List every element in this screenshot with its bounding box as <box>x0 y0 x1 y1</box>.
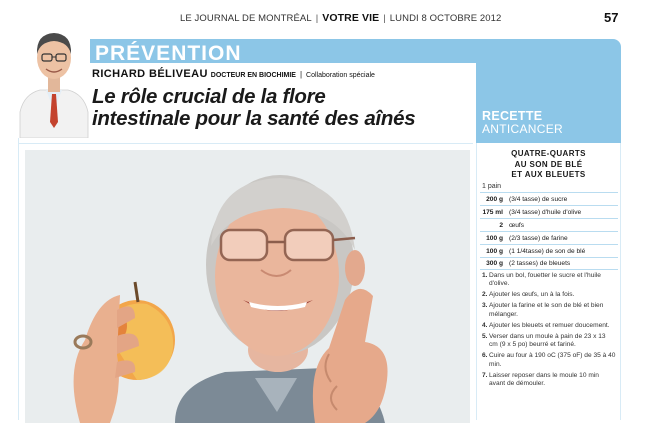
recipe-title-line: QUATRE-QUARTS <box>511 149 586 158</box>
ingredient-row <box>480 231 618 244</box>
ingredient-quantity: 175 ml <box>482 208 503 216</box>
ingredient-quantity: 300 g <box>486 260 503 267</box>
recipe-sublabel: ANTICANCER <box>482 122 564 136</box>
step-text: Laisser reposer dans le moule 10 min avant de démouler. <box>489 371 599 388</box>
recipe-title-line: AU SON DE BLÉ <box>514 159 583 169</box>
ingredient-quantity: 200 g <box>486 195 503 203</box>
step-number: 1. <box>482 272 488 279</box>
ingredient-quantity: 100 g <box>486 247 503 255</box>
ingredient-quantity: 2 <box>499 221 503 229</box>
ingredient-description: (1 1/4tasse) de son de blé <box>509 247 586 255</box>
ingredient-row <box>480 218 618 231</box>
step-number: 6. <box>482 352 488 360</box>
recipe-title-line: ET AUX BLEUETS <box>511 170 586 179</box>
ingredient-description: (3/4 tasse) de sucre <box>509 195 568 203</box>
masthead <box>180 12 501 24</box>
issue-date: LUNDI 8 OCTOBRE 2012 <box>389 13 502 24</box>
masthead-separator: | <box>383 13 386 24</box>
byline <box>92 68 375 80</box>
step-number: 3. <box>482 302 488 310</box>
recipe-step <box>482 352 616 369</box>
ingredient-list <box>480 192 618 270</box>
recipe-step <box>482 322 616 330</box>
recipe-step <box>482 302 616 319</box>
ingredient-quantity: 100 g <box>486 234 503 242</box>
ingredient-row <box>480 257 618 270</box>
section-name: VOTRE VIE <box>322 12 380 24</box>
ingredient-description: œufs <box>509 221 525 229</box>
ingredient-description: (3/4 tasse) d'huile d'olive <box>509 208 582 216</box>
step-text: Ajouter la farine et le son de blé et bien mélanger. <box>489 302 604 318</box>
step-text: Verser dans un moule à pain de 23 x 13 cm (9 x 5 po) beurré et fariné. <box>489 332 606 349</box>
headline-line: intestinale pour la santé des aînés <box>92 107 416 130</box>
recipe-step <box>482 333 616 350</box>
byline-separator: | <box>299 70 303 79</box>
ingredient-description: (2 tasses) de bleuets <box>509 260 571 267</box>
author-name: RICHARD BÉLIVEAU <box>92 68 208 80</box>
step-text: Ajouter les œufs, un à la fois. <box>489 291 575 299</box>
recipe-step <box>482 372 616 389</box>
step-text: Ajouter les bleuets et remuer doucement. <box>489 321 610 329</box>
recipe-yield: 1 pain <box>482 183 502 190</box>
ingredient-row <box>480 205 618 218</box>
headline <box>92 86 472 130</box>
ingredient-description: (2/3 tasse) de farine <box>509 234 568 242</box>
recipe-steps <box>482 272 616 391</box>
author-title: DOCTEUR EN BIOCHIMIE <box>210 72 296 79</box>
recipe-step <box>482 272 616 289</box>
step-number: 2. <box>482 291 488 299</box>
masthead-separator: | <box>315 13 319 24</box>
publication-name: LE JOURNAL DE MONTRÉAL <box>180 13 312 24</box>
collaboration-note: Collaboration spéciale <box>306 72 375 79</box>
author-photo <box>18 14 90 138</box>
recipe-label: RECETTE <box>482 109 543 123</box>
recipe-step <box>482 291 616 299</box>
step-number: 5. <box>482 332 488 340</box>
step-text: Cuire au four à 190 oC (375 oF) de 35 à 40 min. <box>489 352 616 368</box>
headline-line: Le rôle crucial de la flore <box>92 85 326 108</box>
kicker: PRÉVENTION <box>95 42 242 65</box>
step-number: 4. <box>482 321 488 329</box>
photo-top-rule <box>18 143 473 144</box>
ingredient-row <box>480 192 618 205</box>
main-photo <box>25 150 470 423</box>
step-number: 7. <box>482 371 488 379</box>
recipe-title <box>478 149 619 181</box>
page-number: 57 <box>604 10 619 25</box>
step-text: Dans un bol, fouetter le sucre et l'huile d'olive. <box>489 272 601 288</box>
ingredient-row <box>480 244 618 257</box>
